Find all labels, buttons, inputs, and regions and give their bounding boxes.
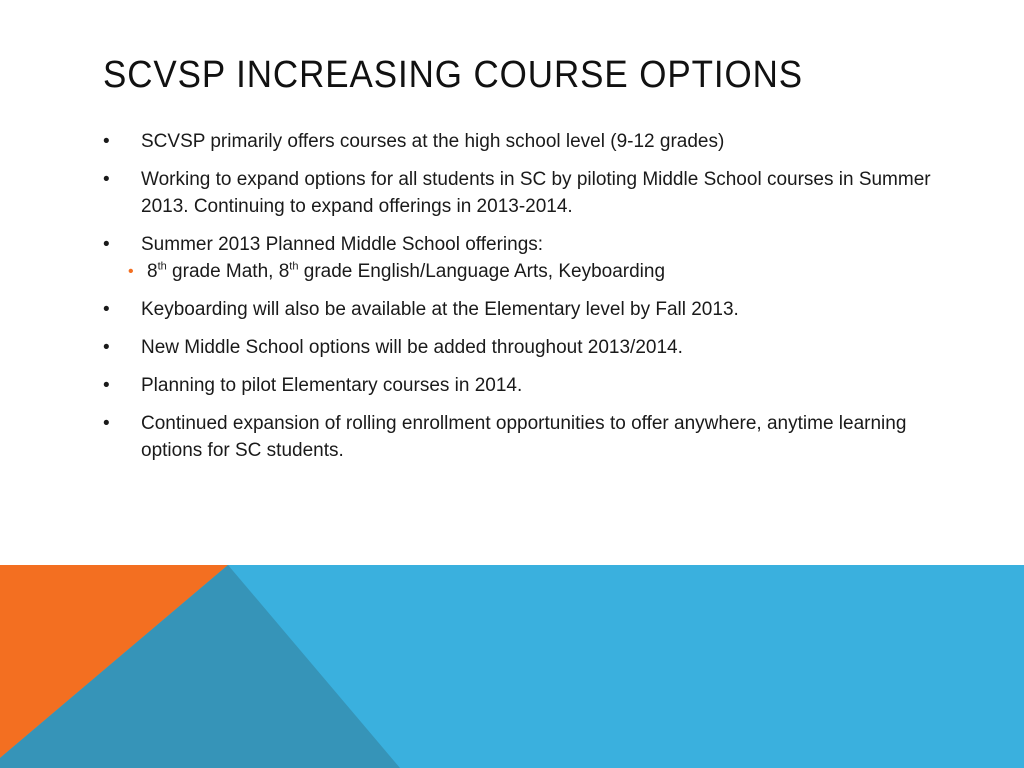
bullet-marker: • bbox=[103, 337, 110, 358]
decorative-footer-shapes bbox=[0, 565, 1024, 768]
bullet-text: Summer 2013 Planned Middle School offerings: bbox=[141, 234, 544, 255]
bullet-marker: • bbox=[103, 299, 110, 320]
bullet-item bbox=[103, 334, 943, 361]
bullet-text: Continued expansion of rolling enrollment opportunities to offer anywhere, anytime learning options for SC students. bbox=[141, 413, 907, 461]
bullet-item bbox=[103, 372, 943, 399]
bullet-list bbox=[103, 128, 943, 475]
bullet-item bbox=[103, 296, 943, 323]
bullet-marker: • bbox=[103, 169, 110, 190]
bullet-text: Keyboarding will also be available at the Elementary level by Fall 2013. bbox=[141, 299, 739, 320]
bullet-marker: • bbox=[103, 234, 110, 255]
bullet-text: Working to expand options for all students in SC by piloting Middle School courses in Summer 2013. Continuing to expand offerings in 2013-2014. bbox=[141, 169, 931, 217]
bullet-item bbox=[103, 410, 943, 464]
bullet-item bbox=[103, 128, 943, 155]
bullet-text: New Middle School options will be added throughout 2013/2014. bbox=[141, 337, 683, 358]
bullet-marker: • bbox=[103, 413, 110, 434]
bullet-marker: • bbox=[103, 375, 110, 396]
sub-bullet-item bbox=[103, 258, 943, 285]
bullet-item bbox=[103, 166, 943, 220]
sub-bullet-text: 8th grade Math, 8th grade English/Language Arts, Keyboarding bbox=[147, 260, 666, 282]
sub-bullet-marker: • bbox=[128, 263, 134, 280]
bullet-text: SCVSP primarily offers courses at the high school level (9-12 grades) bbox=[141, 131, 725, 152]
bullet-marker: • bbox=[103, 131, 110, 152]
bullet-text: Planning to pilot Elementary courses in 2014. bbox=[141, 375, 523, 396]
bullet-item bbox=[103, 231, 943, 258]
slide-title: SCVSP INCREASING COURSE OPTIONS bbox=[103, 54, 804, 96]
